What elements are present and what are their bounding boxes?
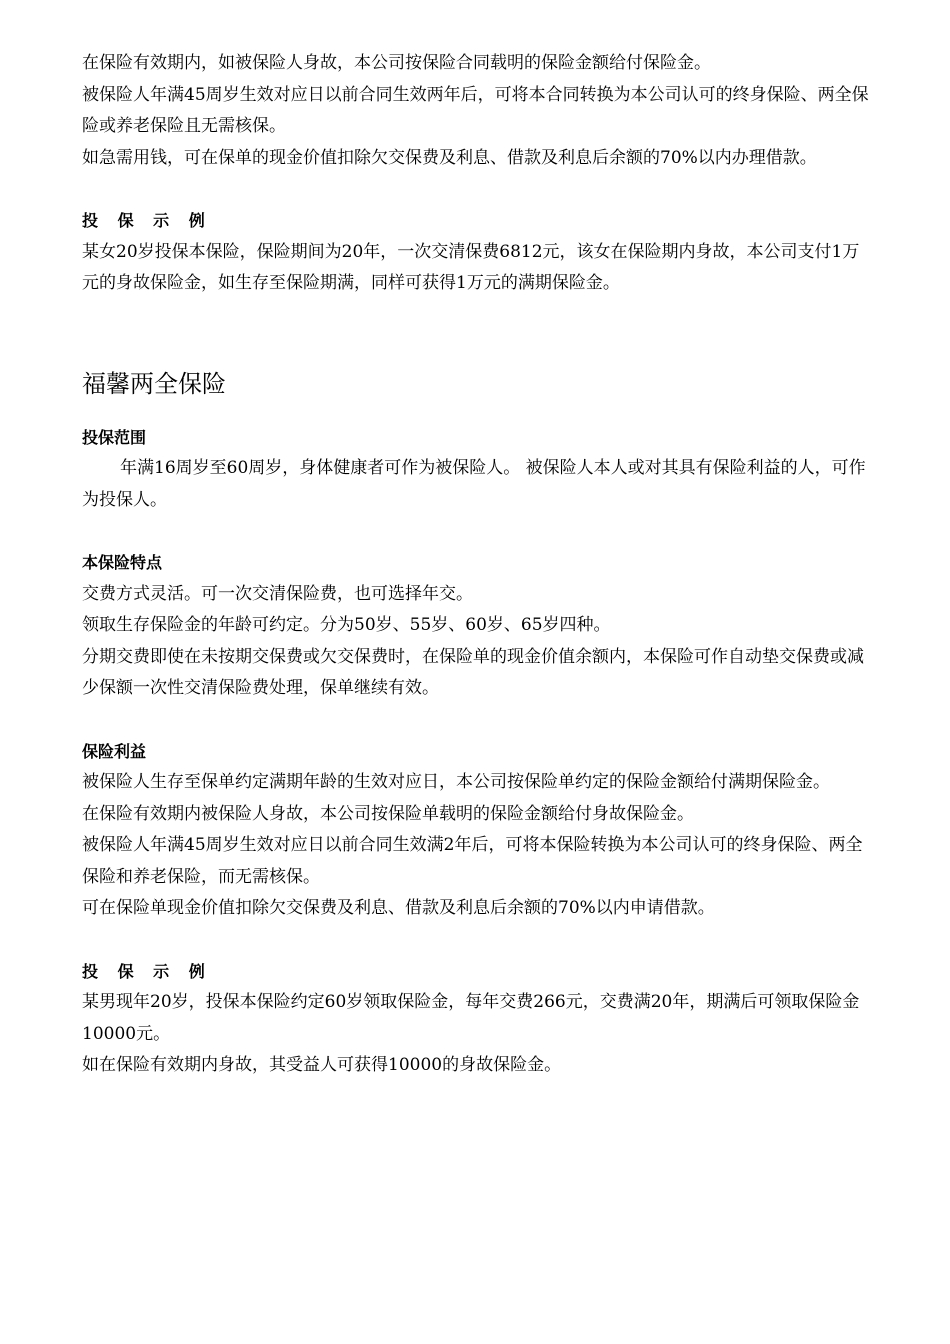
prev-benefit-3: 如急需用钱，可在保单的现金价值扣除欠交保费及利息、借款及利息后余额的70%以内办理借款。: [82, 147, 817, 168]
document-page: [82, 48, 872, 1082]
prev-benefit-2: 被保险人年满45周岁生效对应日以前合同生效两年后，可将本合同转换为本公司认可的终身保险、两全保险或养老保险且无需核保。: [82, 84, 869, 136]
example-text-2: 如在保险有效期内身故，其受益人可获得10000的身故保险金。: [82, 1055, 562, 1075]
benefits-heading: 保险利益: [82, 741, 147, 761]
prev-benefit-1: 在保险有效期内，如被保险人身故，本公司按保险合同载明的保险金额给付保险金。: [82, 53, 711, 73]
feature-item-3: 分期交费即使在未按期交保费或欠交保费时，在保险单的现金价值余额内，本保险可作自动垫交保费或减少保额一次性交清保险费处理，保单继续有效。: [82, 646, 864, 698]
benefit-item-3: 被保险人年满45周岁生效对应日以前合同生效满2年后，可将本保险转换为本公司认可的终身保险、两全保险和养老保险，而无需核保。: [82, 835, 863, 887]
feature-item-1: 交费方式灵活。可一次交清保险费，也可选择年交。: [82, 583, 473, 604]
scope-heading: 投保范围: [82, 427, 147, 447]
example-text-1: 某男现年20岁，投保本保险约定60岁领取保险金，每年交费266元，交费满20年，期满后可领取保险金10000元。: [82, 992, 860, 1044]
benefit-item-2: 在保险有效期内被保险人身故，本公司按保险单载明的保险金额给付身故保险金。: [82, 803, 694, 824]
features-heading: 本保险特点: [82, 553, 163, 572]
benefit-item-4: 可在保险单现金价值扣除欠交保费及利息、借款及利息后余额的70%以内申请借款。: [82, 898, 715, 918]
prev-example-text: 某女20岁投保本保险，保险期间为20年，一次交清保费6812元，该女在保险期内身故，本公司支付1万元的身故保险金，如生存至保险期满，同样可获得1万元的满期保险金。: [82, 241, 860, 293]
scope-text: 年满16周岁至60周岁，身体健康者可作为被保险人。 被保险人本人或对其具有保险利益的人，可作为投保人。: [82, 458, 866, 510]
prev-example-heading: 投 保 示 例: [82, 211, 212, 230]
section-title: 福馨两全保险: [82, 369, 226, 398]
benefit-item-1: 被保险人生存至保单约定满期年龄的生效对应日，本公司按保险单约定的保险金额给付满期保险金。: [82, 772, 830, 792]
feature-item-2: 领取生存保险金的年龄可约定。分为50岁、55岁、60岁、65岁四种。: [82, 615, 611, 635]
example-heading: 投 保 示 例: [82, 961, 212, 981]
